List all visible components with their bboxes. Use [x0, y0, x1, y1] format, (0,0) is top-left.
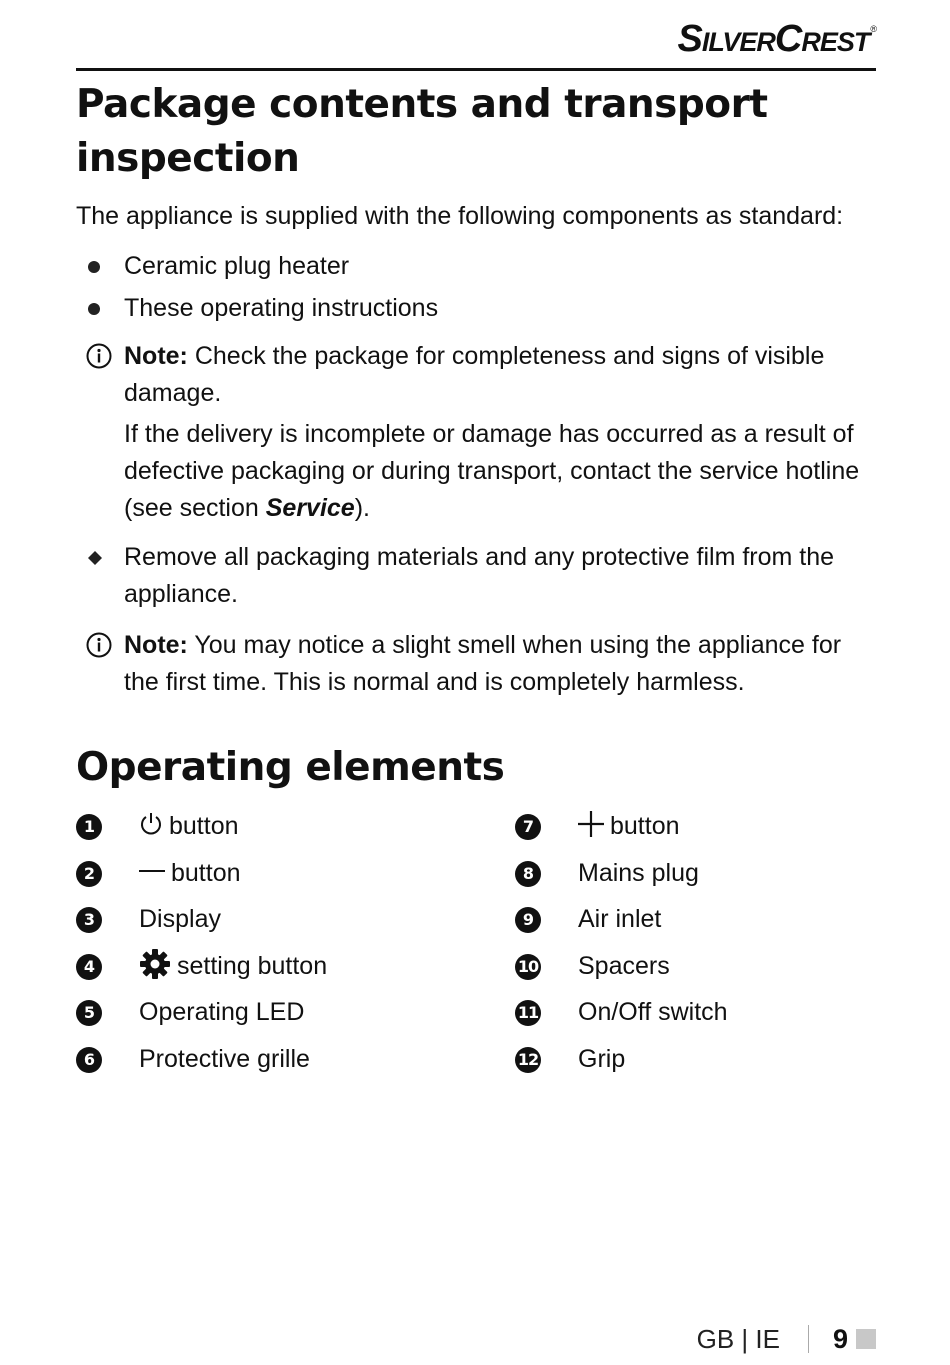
list-item: 8 Mains plug	[515, 850, 875, 897]
list-item: 4 setting button	[76, 943, 515, 990]
bullet-icon	[88, 261, 100, 273]
number-badge: 4	[76, 954, 102, 980]
page-marker	[856, 1329, 876, 1349]
number-badge: 6	[76, 1047, 102, 1073]
diamond-icon	[88, 551, 102, 565]
list-item: 6 Protective grille	[76, 1036, 515, 1083]
section-title-operating: Operating elements	[76, 745, 505, 790]
gear-icon	[139, 948, 171, 980]
note-label: Note:	[124, 342, 188, 370]
note-completeness: Note: Check the package for completeness and signs of visible damage. If the delivery is incomplete or damage has occurred as a result of defective packaging or during transport, contact the service hotline (see section Service).	[76, 338, 876, 527]
page-number: 9	[832, 1324, 848, 1354]
number-badge: 10	[515, 954, 541, 980]
package-contents-list	[76, 250, 876, 324]
list-item: 7 button	[515, 803, 875, 850]
note-smell: Note: You may notice a slight smell when using the appliance for the first time. This is normal and is completely harmless.	[76, 627, 876, 701]
power-icon	[139, 811, 163, 837]
service-reference: Service	[265, 494, 355, 522]
number-badge: 7	[515, 814, 541, 840]
list-item: 9 Air inlet	[515, 896, 875, 943]
info-icon	[86, 632, 112, 658]
bullet-icon	[88, 303, 100, 315]
section-title-package: Package contents and transport inspection	[76, 82, 768, 181]
number-badge: 1	[76, 814, 102, 840]
footer-divider	[808, 1325, 809, 1353]
intro-text: The appliance is supplied with the following components as standard:	[76, 202, 844, 230]
header-rule	[76, 68, 876, 71]
page-footer	[697, 1319, 876, 1359]
page-content	[76, 78, 876, 1082]
number-badge: 8	[515, 861, 541, 887]
minus-icon	[139, 861, 165, 881]
language-code: GB | IE	[696, 1324, 780, 1354]
number-badge: 12	[515, 1047, 541, 1073]
operating-column-right	[515, 803, 875, 1082]
operating-elements-list	[76, 803, 876, 1082]
number-badge: 9	[515, 907, 541, 933]
number-badge: 3	[76, 907, 102, 933]
list-item: These operating instructions	[76, 292, 876, 324]
list-item: 11 On/Off switch	[515, 989, 875, 1036]
plus-icon	[578, 811, 604, 837]
number-badge: 2	[76, 861, 102, 887]
list-item: Ceramic plug heater	[76, 250, 876, 282]
list-item: 12 Grip	[515, 1036, 875, 1083]
instruction-step: Remove all packaging materials and any protective film from the appliance.	[76, 539, 876, 613]
list-item: 10 Spacers	[515, 943, 875, 990]
note-label: Note:	[124, 631, 188, 659]
list-item: 2 button	[76, 850, 515, 897]
operating-column-left	[76, 803, 515, 1082]
number-badge: 5	[76, 1000, 102, 1026]
list-item: 1 button	[76, 803, 515, 850]
number-badge: 11	[515, 1000, 541, 1026]
list-item: 3 Display	[76, 896, 515, 943]
list-item: 5 Operating LED	[76, 989, 515, 1036]
brand-logo: SilverCrest®	[677, 18, 876, 60]
info-icon	[86, 343, 112, 369]
